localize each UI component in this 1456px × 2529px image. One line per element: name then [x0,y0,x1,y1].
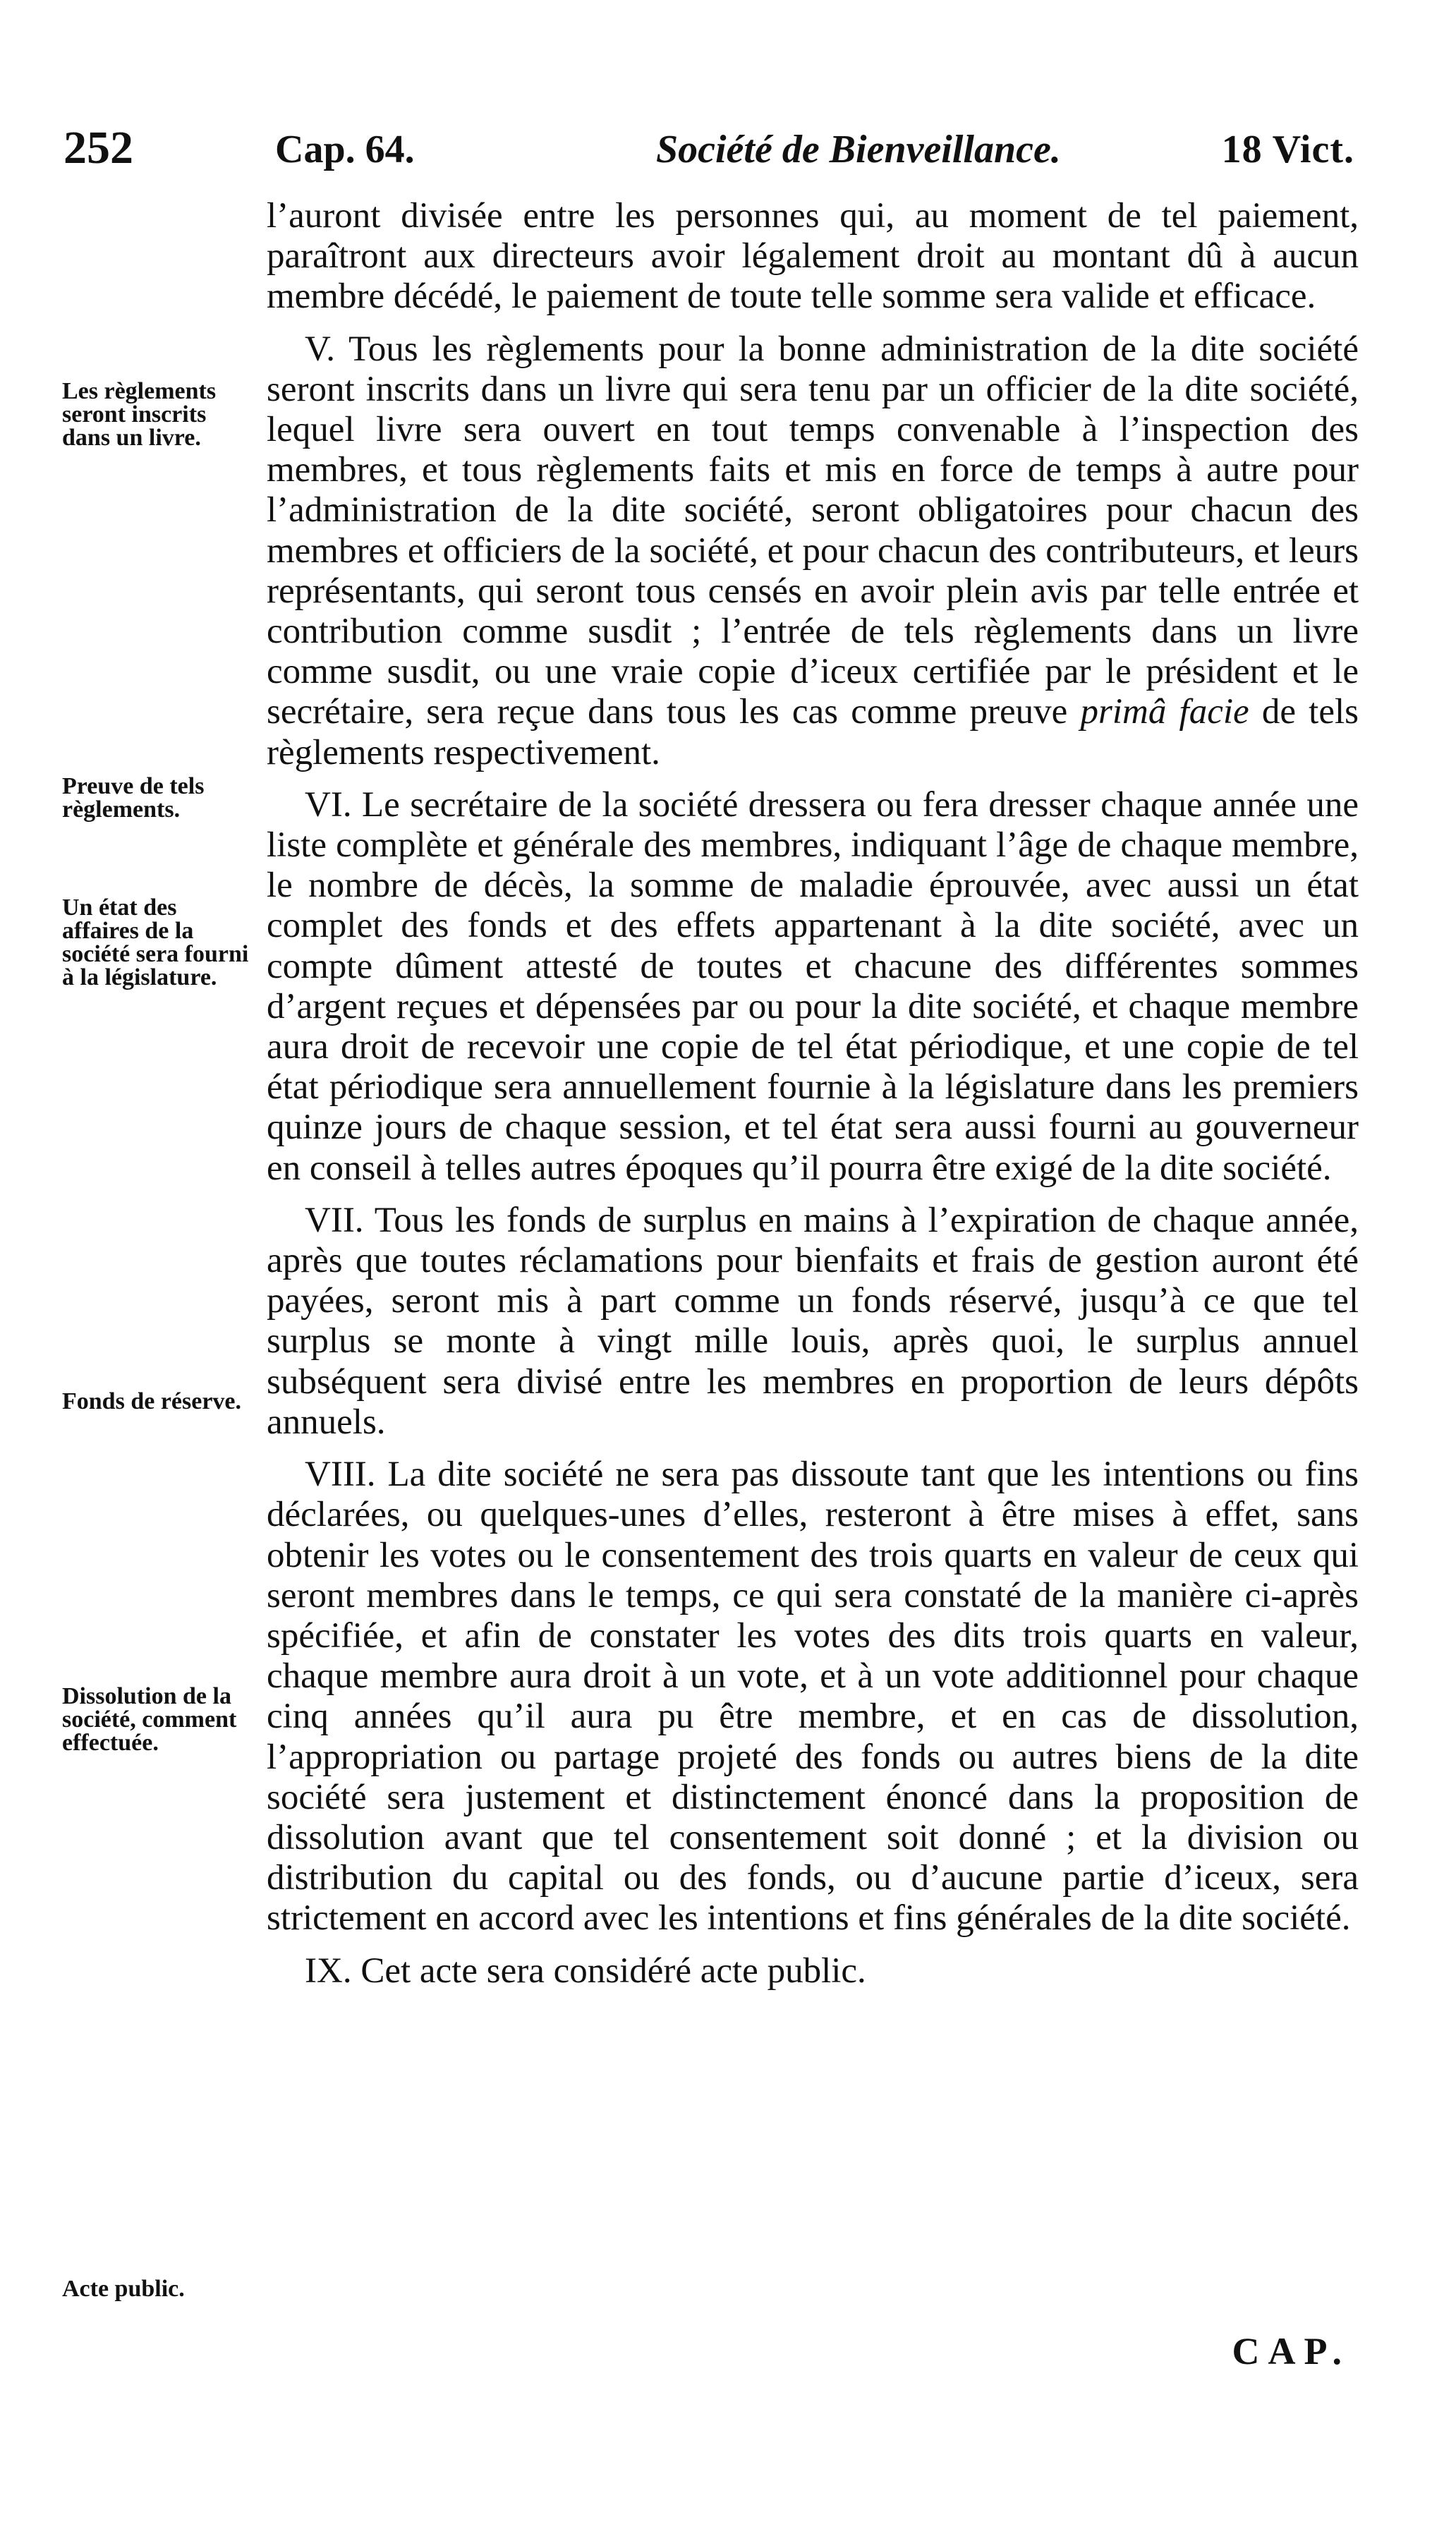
section-9 [267,1951,1359,1991]
section-5-italic: primâ facie [1080,692,1249,732]
section-7 [267,1201,1359,1443]
running-header [63,121,1354,185]
catchword: CAP. [1232,2330,1350,2372]
page-number: 252 [63,122,133,174]
section-6-number: VI. [305,784,352,825]
section-5-number: V. [305,329,336,369]
section-8 [267,1455,1359,1939]
section-8-number: VIII. [305,1455,376,1495]
section-8-text: La dite société ne sera pas dissoute tant que les intentions ou fins déclarées, ou quelques-unes d’elles, resteront à être mises à effet, sans obtenir les votes ou le consentement des trois quarts en valeur de ceux qui seront membres dans le temps, ce qui sera constaté de la manière ci-après spécifiée, et afin de constater les votes des dits trois quarts en valeur, chaque membre aura droit à un vote, et à un vote additionnel pour chaque cinq années qu’il aura pu être membre, et en cas de dissolution, l’appropriation ou partage projeté des fonds ou autres biens de la dite société sera justement et distinctement énoncé dans la proposition de dissolution avant que tel consentement soit donné ; et la division ou distribution du capital ou des fonds, ou d’aucune partie d’iceux, sera strictement en accord avec les intentions et fins générales de la dite société. [267,1455,1359,1939]
section-6-text: Le secrétaire de la société dressera ou fera dresser chaque année une liste complète et générale des membres, indiquant l’âge de chaque membre, le nombre de décès, la somme de maladie éprouvée, avec aussi un état complet des fonds et des effets appartenant à la dite société, avec un compte dûment attesté de toutes et chacune des différentes sommes d’argent reçues et dépensées par ou pour la dite société, et chaque membre aura droit de recevoir une copie de tel état périodique, et une copie de tel état périodique sera annuellement fournie à la législature dans les premiers quinze jours de chaque session, et tel état sera aussi fourni au gouverneur en conseil à telles autres époques qu’il pourra être exigé de la dite société. [267,784,1359,1188]
margin-note-preuve: Preuve de tels règlements. [62,773,205,823]
margin-note-fonds: Fonds de réserve. [62,1388,242,1414]
section-5-text: Tous les règlements pour la bonne administration de la dite société seront inscrits dans un livre qui sera tenu par un officier de la dite société, lequel livre sera ouvert en tout temps convenable à l’inspection des membres, et tous règlements faits et mis en force de temps à autre pour l’administration de la dite société, seront obligatoires pour chacun des membres et officiers de la société, et pour chacun des contributeurs, et leurs représentants, qui seront tous censés en avoir plein avis par telle entrée et contribution comme susdit ; l’entrée de tels règlements dans un livre comme susdit, ou une vraie copie d’iceux certifiée par le président et le secrétaire, sera reçue dans tous les cas comme preuve [267,329,1359,732]
margin-note-dissolution: Dissolution de la société, comment effectuée. [62,1683,237,1756]
section-6 [267,785,1359,1189]
chapter-label: Cap. 64. [275,128,415,171]
running-title: Société de Bienveillance. [656,128,1061,171]
regnal-year: 18 Vict. [1221,128,1354,171]
continuation-paragraph: l’auront divisée entre les personnes qui, au moment de tel paiement, paraîtront aux directeurs avoir légalement droit au montant dû à aucun membre décédé, le paiement de toute telle somme sera valide et efficace. [267,196,1359,317]
section-7-text: Tous les fonds de surplus en mains à l’expiration de chaque année, après que toutes réclamations pour bienfaits et frais de gestion auront été payées, seront mis à part comme un fonds réservé, jusqu’à ce que tel surplus se monte à vingt mille louis, après quoi, le surplus annuel subséquent sera divisé entre les membres en proportion de leurs dépôts annuels. [267,1200,1359,1442]
section-9-number: IX. [305,1951,352,1991]
body-text [267,196,1359,1991]
section-5 [267,329,1359,773]
margin-note-etat: Un état des affaires de la société sera fourni à la législature. [62,894,249,990]
section-7-number: VII. [305,1200,364,1240]
margin-note-acte: Acte public. [62,2276,185,2302]
margin-note-reglements: Les règlements seront inscrits dans un livre. [62,378,217,451]
section-5-text-end: de tels règlements respectivement. [267,692,1359,772]
section-9-text: Cet acte sera considéré acte public. [360,1951,866,1991]
